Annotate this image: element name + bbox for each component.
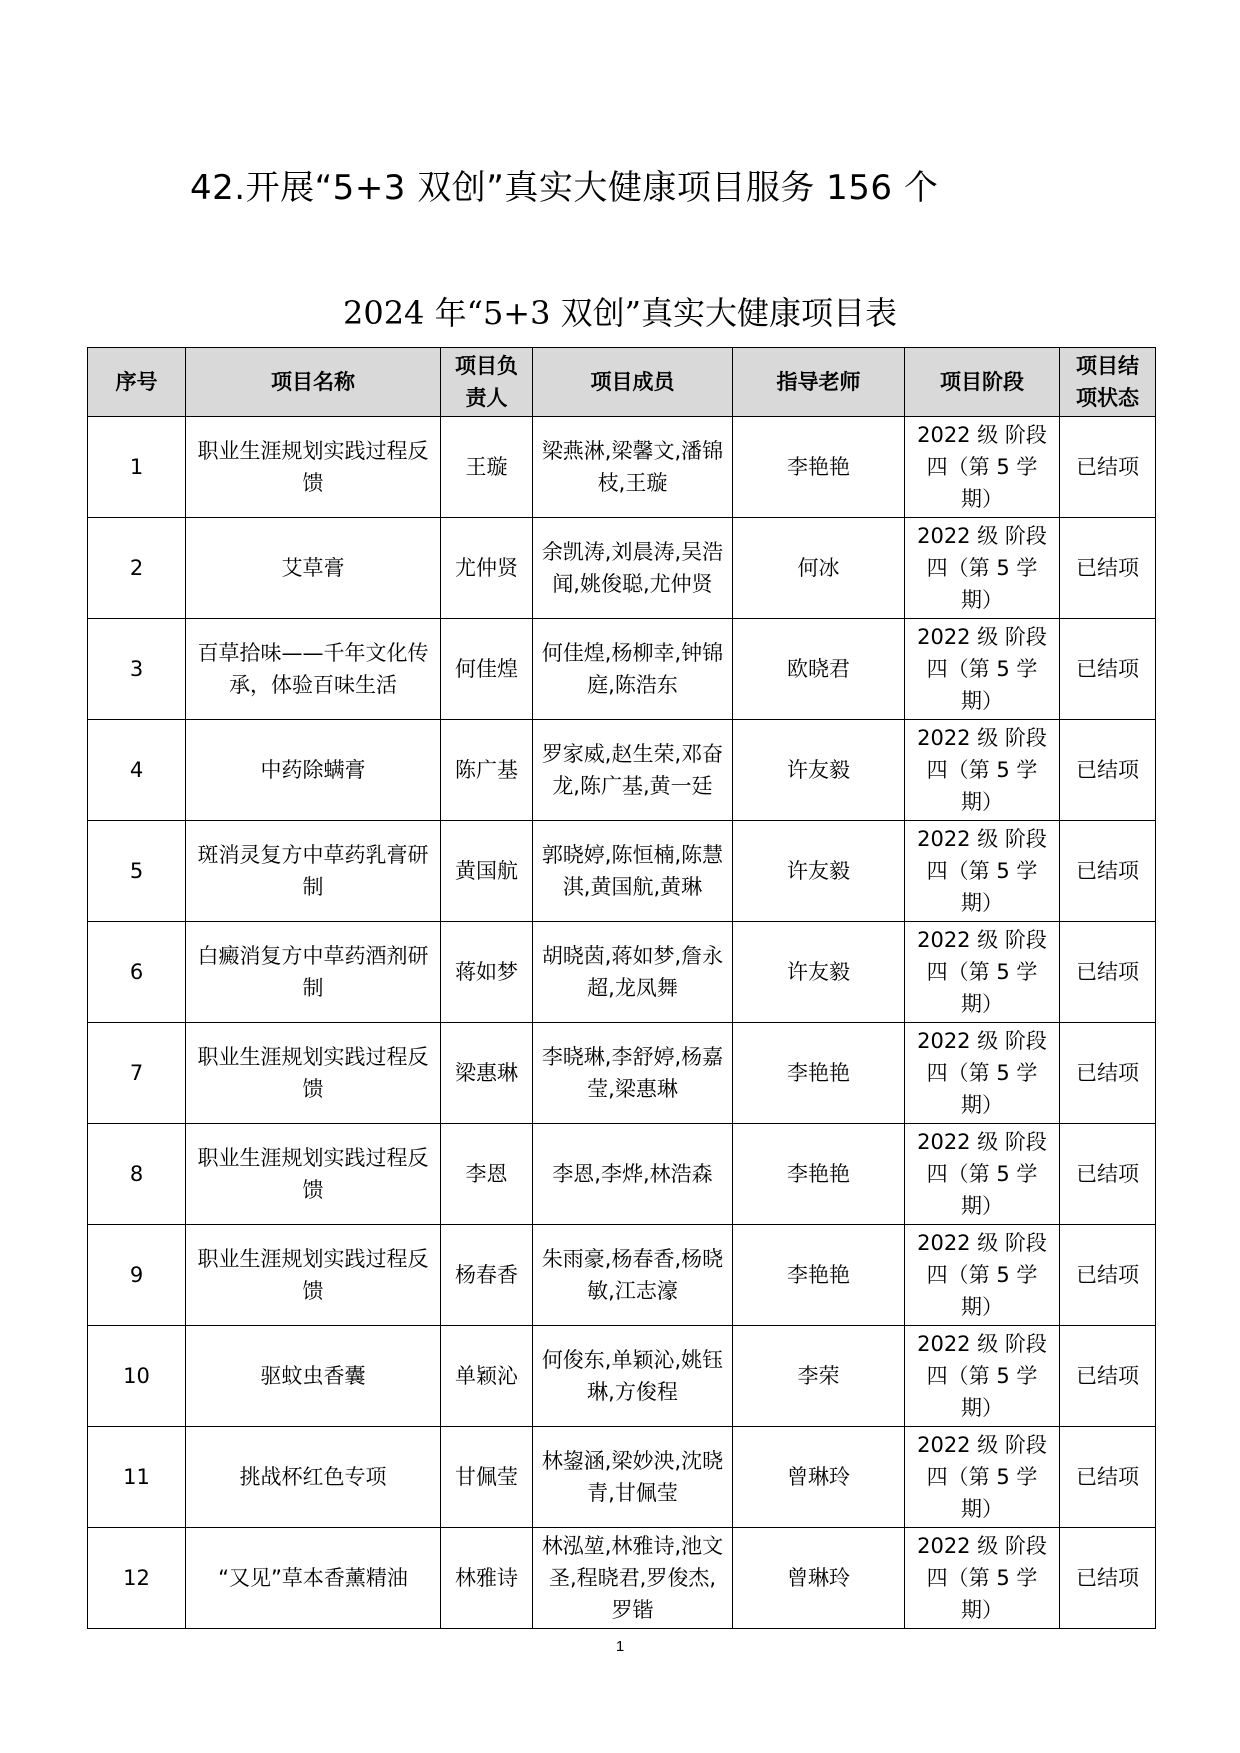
cell-stage: 2022 级 阶段四（第 5 学期） xyxy=(905,821,1060,922)
cell-name: 艾草膏 xyxy=(186,518,441,619)
cell-advisor: 何冰 xyxy=(733,518,905,619)
cell-status: 已结项 xyxy=(1060,1528,1156,1629)
cell-name: “又见”草本香薰精油 xyxy=(186,1528,441,1629)
table-row xyxy=(88,1427,1156,1528)
table-row xyxy=(88,518,1156,619)
cell-leader: 蒋如梦 xyxy=(441,922,533,1023)
cell-name: 职业生涯规划实践过程反馈 xyxy=(186,417,441,518)
cell-status: 已结项 xyxy=(1060,518,1156,619)
table-row xyxy=(88,1528,1156,1629)
cell-no: 11 xyxy=(88,1427,186,1528)
cell-stage: 2022 级 阶段四（第 5 学期） xyxy=(905,518,1060,619)
cell-advisor: 许友毅 xyxy=(733,821,905,922)
cell-advisor: 李艳艳 xyxy=(733,417,905,518)
table-row xyxy=(88,1326,1156,1427)
cell-members: 林泓堃,林雅诗,池文圣,程晓君,罗俊杰,罗锴 xyxy=(533,1528,733,1629)
cell-stage: 2022 级 阶段四（第 5 学期） xyxy=(905,1326,1060,1427)
cell-name: 职业生涯规划实践过程反馈 xyxy=(186,1225,441,1326)
cell-no: 8 xyxy=(88,1124,186,1225)
table-row xyxy=(88,821,1156,922)
col-header-name: 项目名称 xyxy=(186,348,441,417)
cell-no: 2 xyxy=(88,518,186,619)
cell-stage: 2022 级 阶段四（第 5 学期） xyxy=(905,417,1060,518)
cell-no: 7 xyxy=(88,1023,186,1124)
cell-name: 职业生涯规划实践过程反馈 xyxy=(186,1023,441,1124)
cell-stage: 2022 级 阶段四（第 5 学期） xyxy=(905,720,1060,821)
cell-status: 已结项 xyxy=(1060,821,1156,922)
cell-members: 李晓琳,李舒婷,杨嘉莹,梁惠琳 xyxy=(533,1023,733,1124)
cell-advisor: 曾琳玲 xyxy=(733,1427,905,1528)
cell-members: 郭晓婷,陈恒楠,陈慧淇,黄国航,黄琳 xyxy=(533,821,733,922)
cell-advisor: 曾琳玲 xyxy=(733,1528,905,1629)
table-row xyxy=(88,417,1156,518)
cell-no: 1 xyxy=(88,417,186,518)
cell-members: 林鋆涵,梁妙泱,沈晓青,甘佩莹 xyxy=(533,1427,733,1528)
cell-no: 6 xyxy=(88,922,186,1023)
section-heading: 42.开展“5+3 双创”真实大健康项目服务 156 个 xyxy=(190,168,939,208)
cell-leader: 何佳煌 xyxy=(441,619,533,720)
cell-status: 已结项 xyxy=(1060,1427,1156,1528)
cell-status: 已结项 xyxy=(1060,720,1156,821)
table-row xyxy=(88,1124,1156,1225)
cell-status: 已结项 xyxy=(1060,619,1156,720)
cell-leader: 林雅诗 xyxy=(441,1528,533,1629)
cell-leader: 尤仲贤 xyxy=(441,518,533,619)
cell-leader: 王璇 xyxy=(441,417,533,518)
cell-name: 职业生涯规划实践过程反馈 xyxy=(186,1124,441,1225)
cell-advisor: 李艳艳 xyxy=(733,1023,905,1124)
projects-table xyxy=(87,347,1156,1629)
cell-leader: 甘佩莹 xyxy=(441,1427,533,1528)
cell-name: 驱蚊虫香囊 xyxy=(186,1326,441,1427)
cell-leader: 梁惠琳 xyxy=(441,1023,533,1124)
table-title: 2024 年“5+3 双创”真实大健康项目表 xyxy=(342,294,898,332)
cell-members: 朱雨豪,杨春香,杨晓敏,江志濠 xyxy=(533,1225,733,1326)
cell-name: 百草拾味——千年文化传承，体验百味生活 xyxy=(186,619,441,720)
cell-no: 4 xyxy=(88,720,186,821)
cell-status: 已结项 xyxy=(1060,1124,1156,1225)
col-header-advisor: 指导老师 xyxy=(733,348,905,417)
cell-status: 已结项 xyxy=(1060,417,1156,518)
cell-no: 12 xyxy=(88,1528,186,1629)
cell-members: 罗家威,赵生荣,邓奋龙,陈广基,黄一廷 xyxy=(533,720,733,821)
col-header-members: 项目成员 xyxy=(533,348,733,417)
table-row xyxy=(88,619,1156,720)
cell-no: 9 xyxy=(88,1225,186,1326)
cell-name: 斑消灵复方中草药乳膏研制 xyxy=(186,821,441,922)
cell-members: 余凯涛,刘晨涛,吴浩闻,姚俊聪,尤仲贤 xyxy=(533,518,733,619)
cell-no: 5 xyxy=(88,821,186,922)
cell-members: 何佳煌,杨柳幸,钟锦庭,陈浩东 xyxy=(533,619,733,720)
cell-advisor: 李荣 xyxy=(733,1326,905,1427)
table-header-row xyxy=(88,348,1156,417)
cell-status: 已结项 xyxy=(1060,1023,1156,1124)
col-header-status: 项目结项状态 xyxy=(1060,348,1156,417)
cell-no: 3 xyxy=(88,619,186,720)
cell-stage: 2022 级 阶段四（第 5 学期） xyxy=(905,1225,1060,1326)
col-header-no: 序号 xyxy=(88,348,186,417)
cell-members: 何俊东,单颖沁,姚钰琳,方俊程 xyxy=(533,1326,733,1427)
table-row xyxy=(88,1023,1156,1124)
cell-leader: 杨春香 xyxy=(441,1225,533,1326)
cell-leader: 陈广基 xyxy=(441,720,533,821)
table-row xyxy=(88,1225,1156,1326)
cell-stage: 2022 级 阶段四（第 5 学期） xyxy=(905,1427,1060,1528)
cell-leader: 李恩 xyxy=(441,1124,533,1225)
cell-leader: 黄国航 xyxy=(441,821,533,922)
cell-advisor: 李艳艳 xyxy=(733,1225,905,1326)
cell-stage: 2022 级 阶段四（第 5 学期） xyxy=(905,1528,1060,1629)
cell-stage: 2022 级 阶段四（第 5 学期） xyxy=(905,922,1060,1023)
cell-members: 胡晓茵,蒋如梦,詹永超,龙凤舞 xyxy=(533,922,733,1023)
page-number: 1 xyxy=(615,1638,625,1655)
cell-status: 已结项 xyxy=(1060,922,1156,1023)
cell-advisor: 欧晓君 xyxy=(733,619,905,720)
cell-stage: 2022 级 阶段四（第 5 学期） xyxy=(905,619,1060,720)
cell-name: 白癜消复方中草药酒剂研制 xyxy=(186,922,441,1023)
table-row xyxy=(88,720,1156,821)
cell-stage: 2022 级 阶段四（第 5 学期） xyxy=(905,1023,1060,1124)
table-row xyxy=(88,922,1156,1023)
cell-name: 中药除螨膏 xyxy=(186,720,441,821)
cell-advisor: 许友毅 xyxy=(733,720,905,821)
cell-name: 挑战杯红色专项 xyxy=(186,1427,441,1528)
cell-members: 李恩,李烨,林浩森 xyxy=(533,1124,733,1225)
cell-no: 10 xyxy=(88,1326,186,1427)
cell-status: 已结项 xyxy=(1060,1326,1156,1427)
cell-stage: 2022 级 阶段四（第 5 学期） xyxy=(905,1124,1060,1225)
cell-advisor: 许友毅 xyxy=(733,922,905,1023)
cell-advisor: 李艳艳 xyxy=(733,1124,905,1225)
cell-status: 已结项 xyxy=(1060,1225,1156,1326)
cell-members: 梁燕淋,梁馨文,潘锦枝,王璇 xyxy=(533,417,733,518)
col-header-leader: 项目负责人 xyxy=(441,348,533,417)
cell-leader: 单颖沁 xyxy=(441,1326,533,1427)
col-header-stage: 项目阶段 xyxy=(905,348,1060,417)
